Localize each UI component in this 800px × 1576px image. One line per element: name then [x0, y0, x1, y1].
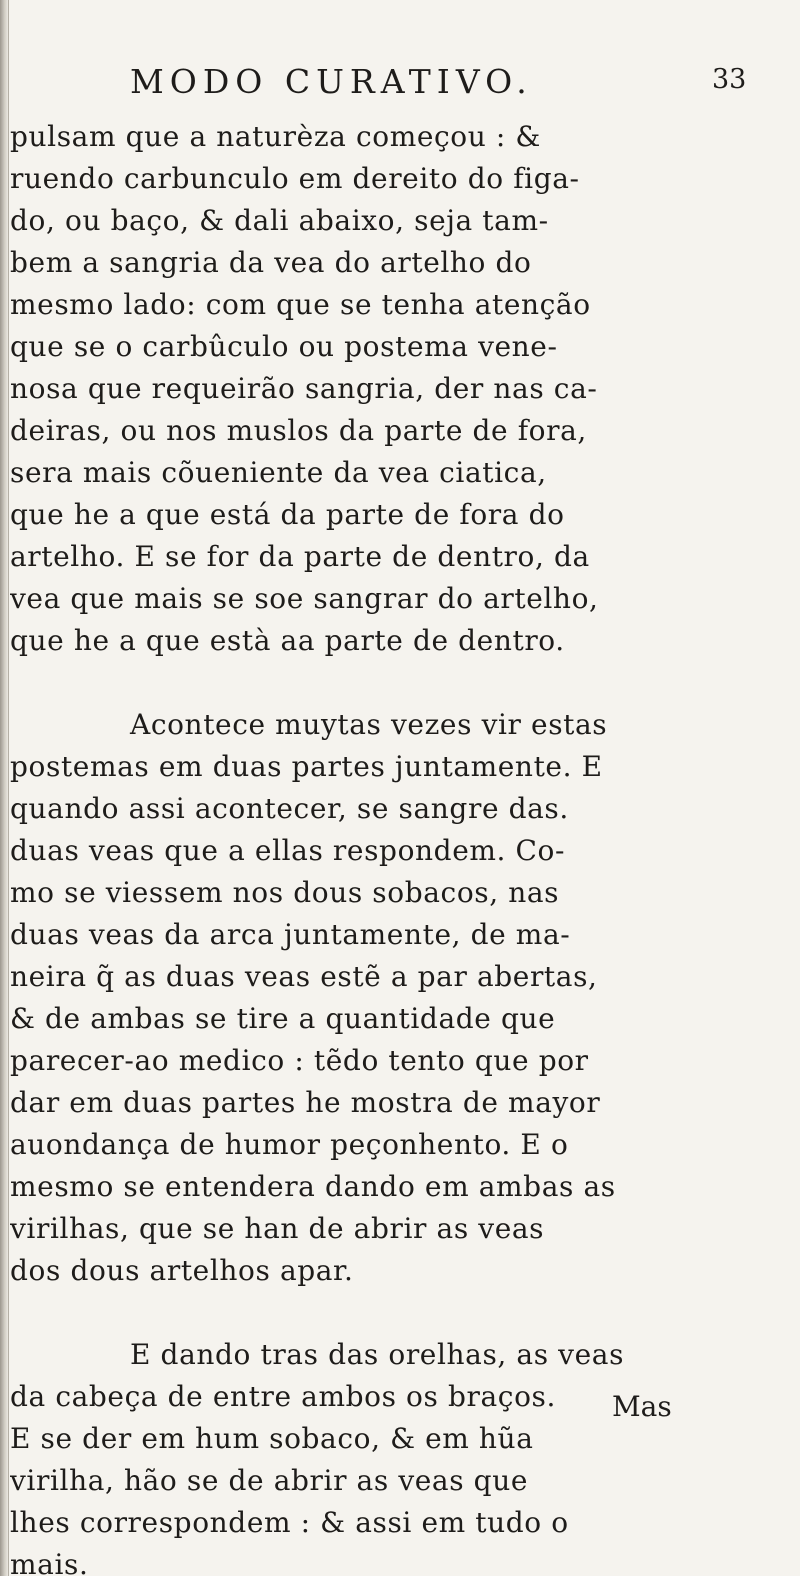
- paragraph-gap: [10, 1292, 770, 1334]
- text-line: que he a que está da parte de fora do: [10, 498, 565, 531]
- text-line: quando assi acontecer, se sangre das.: [10, 792, 569, 825]
- text-line: artelho. E se for da parte de dentro, da: [10, 540, 590, 573]
- text-line: que he a que està aa parte de dentro.: [10, 624, 565, 657]
- text-line: dar em duas partes he mostra de mayor: [10, 1086, 601, 1119]
- text-line: parecer-ao medico : tẽdo tento que por: [10, 1044, 589, 1077]
- text-line: mo se viessem nos dous sobacos, nas: [10, 876, 560, 909]
- text-line: E se der em hum sobaco, & em hũa: [10, 1422, 534, 1455]
- text-line: ruendo carbunculo em dereito do figa-: [10, 162, 580, 195]
- text-line: virilha, hão se de abrir as veas que: [10, 1464, 528, 1497]
- paragraph: [10, 1334, 770, 1576]
- text-line: mesmo lado: com que se tenha atenção: [10, 288, 591, 321]
- paragraph-gap: [10, 662, 770, 704]
- text-line: & de ambas se tire a quantidade que: [10, 1002, 556, 1035]
- text-line: duas veas que a ellas respondem. Co-: [10, 834, 566, 867]
- page-number: 33: [712, 64, 747, 95]
- paragraph: [10, 116, 770, 662]
- text-line: do, ou baço, & dali abaixo, seja tam-: [10, 204, 549, 237]
- text-line: mesmo se entendera dando em ambas as: [10, 1170, 616, 1203]
- text-line: neira q̃ as duas veas estẽ a par abertas,: [10, 960, 598, 993]
- text-line: bem a sangria da vea do artelho do: [10, 246, 532, 279]
- text-line: que se o carbûculo ou postema vene-: [10, 330, 558, 363]
- text-line: dos dous artelhos apar.: [10, 1254, 354, 1287]
- text-line: deiras, ou nos muslos da parte de fora,: [10, 414, 587, 447]
- text-line: nosa que requeirão sangria, der nas ca-: [10, 372, 598, 405]
- text-line: Acontece muytas vezes vir estas: [130, 708, 608, 741]
- paragraph: [10, 704, 770, 1292]
- text-line: virilhas, que se han de abrir as veas: [10, 1212, 545, 1245]
- text-line: vea que mais se soe sangrar do artelho,: [10, 582, 599, 615]
- text-line: da cabeça de entre ambos os braços.: [10, 1380, 556, 1413]
- body-text: [10, 116, 770, 1576]
- inner-margin-rule: [8, 0, 9, 1576]
- text-line: pulsam que a naturèza começou : &: [10, 120, 541, 153]
- catchword: Mas: [612, 1390, 672, 1423]
- text-line: lhes correspondem : & assi em tudo o: [10, 1506, 569, 1539]
- page-header: [0, 62, 800, 112]
- text-line: mais.: [10, 1548, 89, 1576]
- text-line: sera mais cõueniente da vea ciatica,: [10, 456, 547, 489]
- text-line: duas veas da arca juntamente, de ma-: [10, 918, 571, 951]
- text-line: auondança de humor peçonhento. E o: [10, 1128, 569, 1161]
- binding-edge: [0, 0, 8, 1576]
- running-title: MODO CURATIVO.: [130, 62, 533, 101]
- text-line: postemas em duas partes juntamente. E: [10, 750, 603, 783]
- text-line: E dando tras das orelhas, as veas: [130, 1338, 625, 1371]
